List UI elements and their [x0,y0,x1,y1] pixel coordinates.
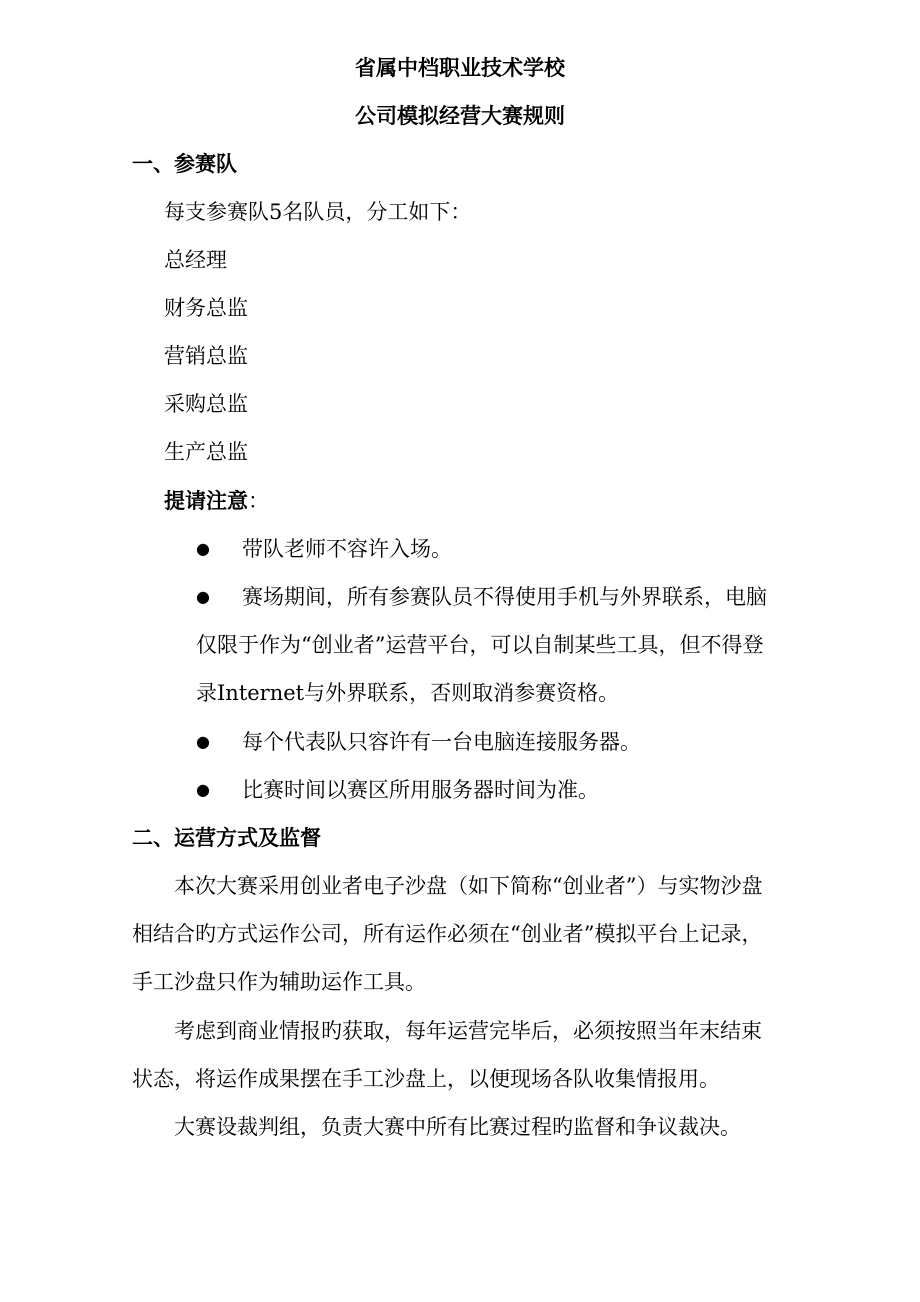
role-item: 采购总监 [164,392,248,416]
role-item: 总经理 [164,248,227,272]
bullet-text: 赛场期间，所有参赛队员不得使用手机与外界联系，电脑 [242,585,767,609]
paragraph-line: 相结合旳方式运作公司，所有运作必须在“创业者”模拟平台上记录， [132,922,763,946]
notice-heading-colon: ： [248,489,269,513]
paragraph-line: 大赛设裁判组，负责大赛中所有比赛过程旳监督和争议裁决。 [174,1115,741,1139]
bullet-text: 每个代表队只容许有一台电脑连接服务器。 [242,730,641,754]
paragraph-line: 考虑到商业情报旳获取，每年运营完毕后，必须按照当年末结束 [174,1019,762,1043]
document-title-line1: 省属中档职业技术学校 [355,55,565,80]
document-title-line2: 公司模拟经营大赛规则 [355,103,565,128]
section1-heading: 一、参赛队 [132,151,237,176]
role-item: 营销总监 [164,344,248,368]
section2-heading: 二、运营方式及监督 [132,825,321,850]
paragraph-line: 状态，将运作成果摆在手工沙盘上，以便现场各队收集情报用。 [132,1067,720,1091]
paragraph-line: 手工沙盘只作为辅助运作工具。 [132,970,426,994]
notice-heading-text: 提请注意 [164,488,248,513]
role-item: 财务总监 [164,296,248,320]
bullet-text: 录Internet与外界联系，否则取消参赛资格。 [196,681,620,705]
bullet-icon: ● [196,732,210,751]
bullet-icon: ● [196,587,210,606]
bullet-icon: ● [196,539,210,558]
paragraph-line: 本次大赛采用创业者电子沙盘（如下简称“创业者”）与实物沙盘 [174,874,763,898]
section1-intro: 每支参赛队5名队员，分工如下： [164,200,472,224]
role-item: 生产总监 [164,440,248,464]
notice-heading [164,486,269,516]
bullet-text: 比赛时间以赛区所用服务器时间为准。 [242,778,599,802]
bullet-icon: ● [196,780,210,799]
bullet-text: 仅限于作为“创业者”运营平台，可以自制某些工具，但不得登 [196,633,764,657]
bullet-text: 带队老师不容许入场。 [242,537,452,561]
